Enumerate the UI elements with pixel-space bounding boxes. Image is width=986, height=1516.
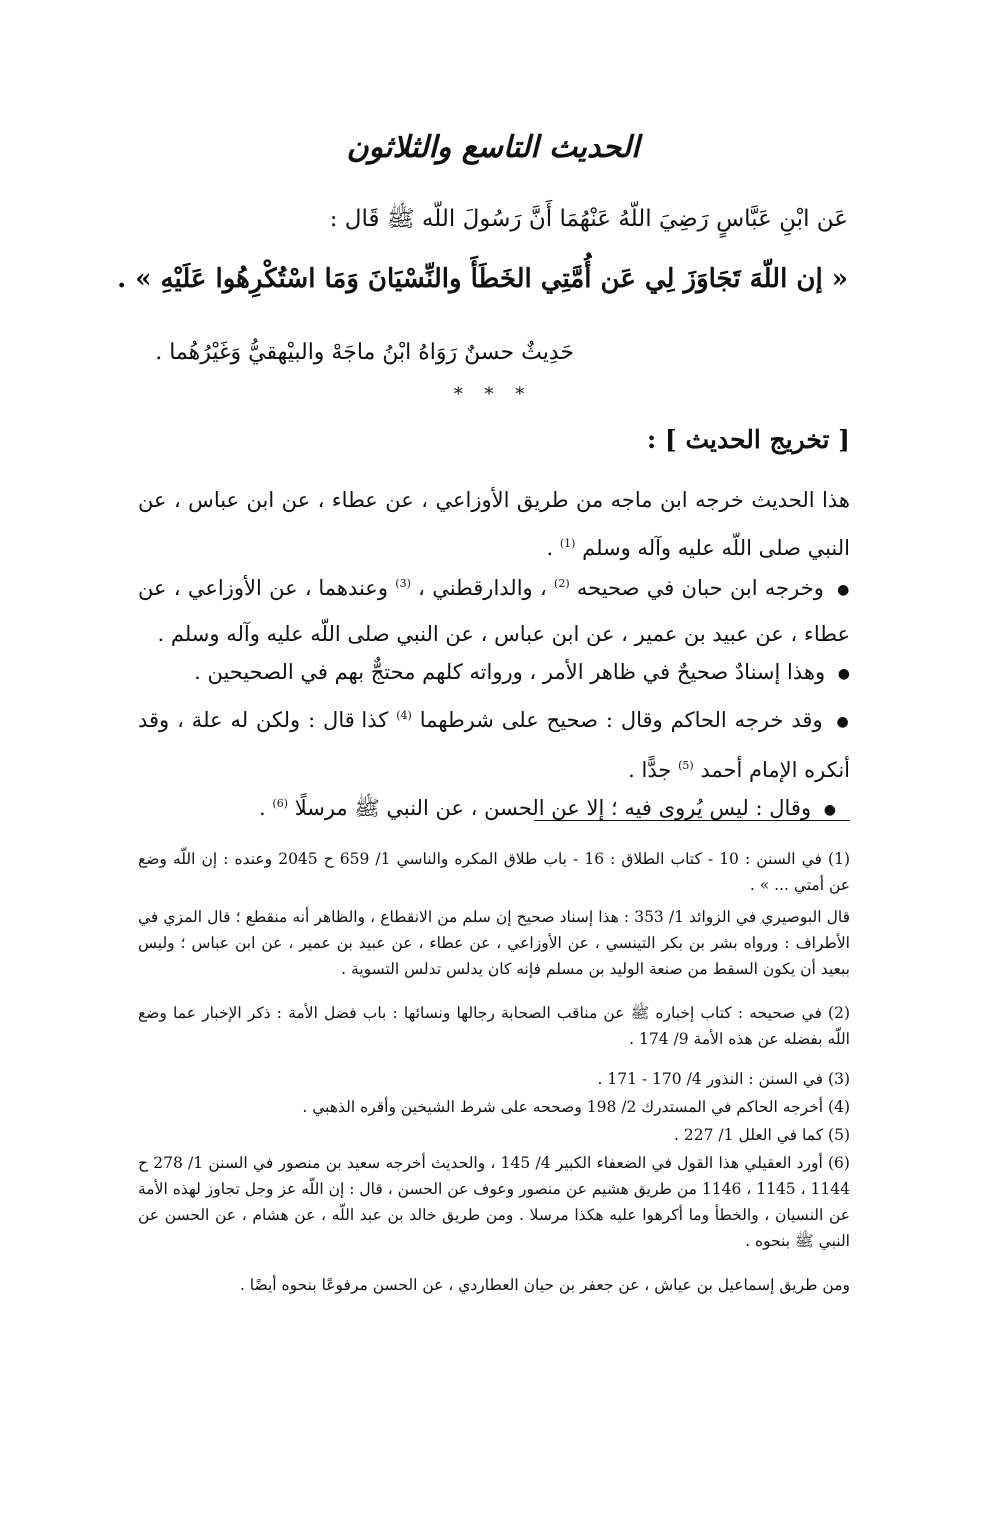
footnote-ref: (2) (554, 577, 570, 590)
page-title: الحديث التاسع والثلاثون (346, 130, 640, 165)
bullet-text: وخرجه ابن حبان في صحيحه (576, 576, 824, 600)
footnote: قال البوصيري في الزوائد 1/ 353 : هذا إسناد صحيح إن سلم من الانقطاع ، والظاهر أنه منقطع ؛ قال المزي في الأطراف : ورواه بشر بن بكر التينسي ، عن الأوزاعي ، عن عطاء ، عن عبيد بن عمير ، عن ابن عباس ؛ وليس ببعيد أن يكون السقط من صنعة الوليد بن مسلم فإنه كان يدلس تدلس التسوية . (138, 908, 850, 978)
bullet-icon: ● (837, 665, 850, 682)
bullet-text: وهذا إسنادٌ صحيحٌ في ظاهر الأمر ، ورواته كلهم محتجٌّ بهم في الصحيحين . (194, 660, 826, 684)
footnote: ومن طريق إسماعيل بن عياش ، عن جعفر بن حيان العطاردي ، عن الحسن مرفوعًا بنحوه أيضًا . (239, 1276, 850, 1294)
footnote-ref: (1) (559, 537, 576, 550)
bullet-text: جدًّا . (628, 757, 672, 782)
bullet-text: كذا قال : ولكن له علة ، وقد أنكره الإمام أحمد (138, 708, 850, 782)
bullet-item (138, 694, 850, 792)
footnote: (4) أخرجه الحاكم في المستدرك 2/ 198 وصححه على شرط الشيخين وأقره الذهبي . (302, 1098, 850, 1116)
footnote-ref: (6) (272, 797, 289, 810)
footnote: (1) في السنن : 10 - كتاب الطلاق : 16 - باب طلاق المكره والناسي 1/ 659 ح 2045 وعنده : إن اللّه وضع عن أمتي ... » . (138, 850, 850, 894)
bullet-text: وعندهما ، عن الأوزاعي ، عن عطاء ، عن عبيد بن عمير ، عن ابن عباس ، عن النبي صلى اللّه عليه وآله وسلم . (138, 576, 850, 646)
section-title: [ تخريج الحديث ] : (646, 425, 850, 454)
bullet-item (138, 782, 836, 832)
bullet-item (138, 650, 850, 696)
bullet-icon: ● (837, 581, 850, 598)
bullet-text: . (259, 796, 266, 820)
bullet-text: وقال : ليس يُروى فيه ؛ إلا عن الحسن ، عن النبي ﷺ مرسلًا (294, 796, 812, 820)
footnote-ref: (4) (396, 709, 412, 722)
paragraph-text: هذا الحديث خرجه ابن ماجه من طريق الأوزاعي ، عن عطاء ، عن ابن عباس ، عن النبي صلى اللّه عليه وآله وسلم (138, 488, 850, 560)
separator-stars: * * * (453, 384, 533, 405)
footnote: (6) أورد العقيلي هذا القول في الضعفاء الكبير 4/ 145 ، والحديث أخرجه سعيد بن منصور في السنن 1/ 278 ح 1144 ، 1145 ، 1146 من طريق هشيم عن منصور وعوف عن الحسن ، قال : إن اللّه عز وجل تجاوز لهذه الأمة عن النسيان ، والخطأ وما أكرهوا عليه هكذا مرسلا . ومن طريق خالد بن عبد اللّه ، عن هشام ، عن الحسن عن النبي ﷺ بنحوه . (138, 1154, 851, 1250)
bullet-text: وقد خرجه الحاكم وقال : صحيح على شرطهما (419, 708, 823, 732)
hadith-text: « إن اللّهَ تَجَاوَزَ لِي عَن أُمَّتِي الخَطَأَ والنِّسْيَانَ وَمَا اسْتُكْرِهُوا عَلَيْهِ » . (117, 264, 848, 294)
footnote-divider (534, 820, 850, 821)
bullet-text: ، والدارقطني ، (418, 576, 547, 600)
footnote-ref: (5) (678, 758, 694, 772)
footnote: (3) في السنن : النذور 4/ 170 - 171 . (597, 1070, 850, 1088)
hadith-intro: عَن ابْنِ عَبَّاسٍ رَضِيَ اللّهُ عَنْهُمَا أَنَّ رَسُولَ اللّه ﷺ قَال : (329, 206, 848, 232)
hadith-grade: حَدِيثٌ حسنٌ رَوَاهُ ابْنُ ماجَهْ والبيْهقيُّ وَغَيْرُهُما . (155, 340, 574, 365)
footnote: (5) كما في العلل 1/ 227 . (674, 1126, 850, 1144)
bullet-item (138, 562, 850, 656)
footnote-ref: (3) (395, 577, 411, 590)
footnote: (2) في صحيحه : كتاب إخباره ﷺ عن مناقب الصحابة رجالها ونسائها : باب فضل الأمة : ذكر الإخبار عما وضع اللّه بفضله عن هذه الأمة 9/ 174 . (138, 1004, 850, 1048)
paragraph: هذا الحديث خرجه ابن ماجه من طريق الأوزاعي ، عن عطاء ، عن ابن عباس ، عن النبي صلى اللّه عليه وآله وسلم $^{(1)}$ . (138, 488, 850, 560)
bullet-icon: ● (823, 801, 836, 818)
bullet-icon: ● (836, 713, 850, 730)
